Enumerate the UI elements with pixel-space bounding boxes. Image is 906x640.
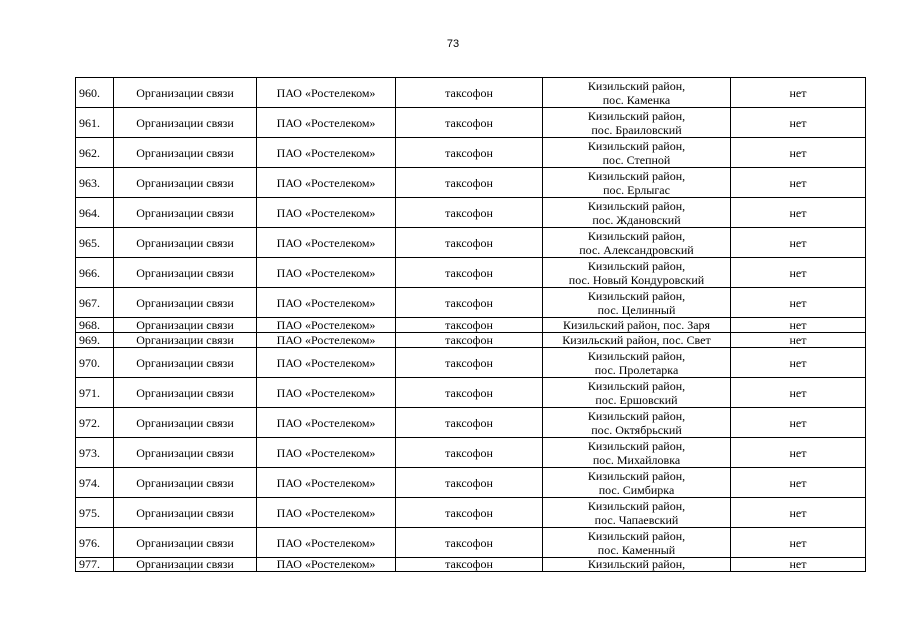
location-line: пос. Каменка — [602, 92, 671, 107]
organization-cell: ПАО «Ростелеком» — [257, 333, 396, 348]
category-cell: Организации связи — [114, 408, 257, 438]
table-row — [76, 408, 866, 438]
location-cell — [543, 168, 731, 198]
row-number-cell: 967. — [76, 288, 114, 318]
location-cell — [543, 528, 731, 558]
category-cell: Организации связи — [114, 198, 257, 228]
organization-cell: ПАО «Ростелеком» — [257, 228, 396, 258]
value-cell: нет — [731, 318, 866, 333]
location-line: Кизильский район, — [587, 78, 686, 93]
organization-cell: ПАО «Ростелеком» — [257, 318, 396, 333]
object-type-cell: таксофон — [396, 498, 543, 528]
location-cell — [543, 408, 731, 438]
category-cell: Организации связи — [114, 348, 257, 378]
organization-cell: ПАО «Ростелеком» — [257, 468, 396, 498]
location-line: пос. Степной — [602, 152, 671, 167]
location-cell — [543, 348, 731, 378]
location-cell — [543, 318, 731, 333]
row-number-cell: 960. — [76, 78, 114, 108]
location-cell — [543, 258, 731, 288]
location-line: пос. Александровский — [579, 242, 694, 257]
location-line: пос. Октябрьский — [591, 422, 682, 437]
location-line: Кизильский район, пос. Свет — [562, 332, 711, 347]
location-cell — [543, 78, 731, 108]
table-row — [76, 138, 866, 168]
category-cell: Организации связи — [114, 468, 257, 498]
location-line: пос. Симбирка — [598, 482, 675, 497]
row-number-cell: 971. — [76, 378, 114, 408]
category-cell: Организации связи — [114, 438, 257, 468]
organization-cell: ПАО «Ростелеком» — [257, 288, 396, 318]
organization-cell: ПАО «Ростелеком» — [257, 558, 396, 572]
object-type-cell: таксофон — [396, 288, 543, 318]
page-number: 73 — [446, 38, 460, 50]
value-cell: нет — [731, 438, 866, 468]
table-row — [76, 108, 866, 138]
location-line: пос. Чапаевский — [594, 512, 679, 527]
row-number-cell: 961. — [76, 108, 114, 138]
object-type-cell: таксофон — [396, 108, 543, 138]
location-line: Кизильский район, пос. Заря — [562, 317, 711, 332]
category-cell: Организации связи — [114, 228, 257, 258]
table-row — [76, 288, 866, 318]
organization-cell: ПАО «Ростелеком» — [257, 78, 396, 108]
location-line: Кизильский район, — [587, 378, 686, 393]
row-number-cell: 962. — [76, 138, 114, 168]
table-row — [76, 228, 866, 258]
value-cell: нет — [731, 333, 866, 348]
value-cell: нет — [731, 258, 866, 288]
location-cell — [543, 558, 731, 572]
table-row — [76, 438, 866, 468]
object-type-cell: таксофон — [396, 258, 543, 288]
location-cell — [543, 498, 731, 528]
value-cell: нет — [731, 558, 866, 572]
organization-cell: ПАО «Ростелеком» — [257, 138, 396, 168]
location-cell — [543, 138, 731, 168]
row-number-cell: 964. — [76, 198, 114, 228]
location-line: Кизильский район, — [587, 557, 686, 571]
value-cell: нет — [731, 138, 866, 168]
object-type-cell: таксофон — [396, 438, 543, 468]
organization-cell: ПАО «Ростелеком» — [257, 498, 396, 528]
organization-cell: ПАО «Ростелеком» — [257, 258, 396, 288]
row-number-cell: 974. — [76, 468, 114, 498]
object-type-cell: таксофон — [396, 468, 543, 498]
organization-cell: ПАО «Ростелеком» — [257, 168, 396, 198]
location-cell — [543, 288, 731, 318]
table-row — [76, 168, 866, 198]
value-cell: нет — [731, 288, 866, 318]
row-number-cell: 977. — [76, 558, 114, 572]
organization-cell: ПАО «Ростелеком» — [257, 108, 396, 138]
category-cell: Организации связи — [114, 138, 257, 168]
category-cell: Организации связи — [114, 258, 257, 288]
location-line: Кизильский район, — [587, 228, 686, 243]
location-line: Кизильский район, — [587, 288, 686, 303]
category-cell: Организации связи — [114, 78, 257, 108]
registry-table — [75, 77, 866, 572]
table-row — [76, 498, 866, 528]
location-line: Кизильский район, — [587, 168, 686, 183]
object-type-cell: таксофон — [396, 198, 543, 228]
object-type-cell: таксофон — [396, 318, 543, 333]
location-line: Кизильский район, — [587, 528, 686, 543]
table-row — [76, 468, 866, 498]
location-line: Кизильский район, — [587, 408, 686, 423]
location-line: пос. Ерлыгас — [603, 182, 670, 197]
location-line: пос. Новый Кондуровский — [568, 272, 705, 287]
table-body — [76, 78, 866, 572]
table-row — [76, 333, 866, 348]
category-cell: Организации связи — [114, 288, 257, 318]
location-cell — [543, 438, 731, 468]
category-cell: Организации связи — [114, 168, 257, 198]
organization-cell: ПАО «Ростелеком» — [257, 438, 396, 468]
value-cell: нет — [731, 78, 866, 108]
location-line: пос. Ждановский — [592, 212, 681, 227]
location-line: пос. Каменный — [597, 542, 676, 557]
table-row — [76, 198, 866, 228]
object-type-cell: таксофон — [396, 528, 543, 558]
location-cell — [543, 333, 731, 348]
location-line: Кизильский район, — [587, 108, 686, 123]
value-cell: нет — [731, 168, 866, 198]
table-row — [76, 258, 866, 288]
object-type-cell: таксофон — [396, 408, 543, 438]
location-line: Кизильский район, — [587, 198, 686, 213]
row-number-cell: 970. — [76, 348, 114, 378]
category-cell: Организации связи — [114, 528, 257, 558]
location-cell — [543, 198, 731, 228]
row-number-cell: 969. — [76, 333, 114, 348]
object-type-cell: таксофон — [396, 168, 543, 198]
location-cell — [543, 228, 731, 258]
value-cell: нет — [731, 408, 866, 438]
object-type-cell: таксофон — [396, 558, 543, 572]
category-cell: Организации связи — [114, 333, 257, 348]
category-cell: Организации связи — [114, 108, 257, 138]
location-cell — [543, 378, 731, 408]
object-type-cell: таксофон — [396, 348, 543, 378]
row-number-cell: 968. — [76, 318, 114, 333]
location-cell — [543, 108, 731, 138]
location-line: Кизильский район, — [587, 138, 686, 153]
location-line: Кизильский район, — [587, 348, 686, 363]
row-number-cell: 972. — [76, 408, 114, 438]
value-cell: нет — [731, 198, 866, 228]
value-cell: нет — [731, 348, 866, 378]
row-number-cell: 973. — [76, 438, 114, 468]
table-row — [76, 558, 866, 572]
location-line: пос. Михайловка — [592, 452, 681, 467]
table-row — [76, 318, 866, 333]
location-line: Кизильский район, — [587, 438, 686, 453]
organization-cell: ПАО «Ростелеком» — [257, 198, 396, 228]
location-line: пос. Пролетарка — [594, 362, 679, 377]
row-number-cell: 966. — [76, 258, 114, 288]
row-number-cell: 976. — [76, 528, 114, 558]
value-cell: нет — [731, 468, 866, 498]
location-line: Кизильский район, — [587, 498, 686, 513]
row-number-cell: 975. — [76, 498, 114, 528]
organization-cell: ПАО «Ростелеком» — [257, 378, 396, 408]
organization-cell: ПАО «Ростелеком» — [257, 348, 396, 378]
location-line: пос. Целинный — [597, 302, 676, 317]
location-line: пос. Ершовский — [595, 392, 678, 407]
object-type-cell: таксофон — [396, 333, 543, 348]
table-row — [76, 528, 866, 558]
object-type-cell: таксофон — [396, 228, 543, 258]
value-cell: нет — [731, 378, 866, 408]
value-cell: нет — [731, 498, 866, 528]
object-type-cell: таксофон — [396, 78, 543, 108]
row-number-cell: 963. — [76, 168, 114, 198]
table-row — [76, 348, 866, 378]
table-row — [76, 78, 866, 108]
organization-cell: ПАО «Ростелеком» — [257, 528, 396, 558]
location-line: Кизильский район, — [587, 258, 686, 273]
location-line: пос. Браиловский — [591, 122, 682, 137]
value-cell: нет — [731, 228, 866, 258]
organization-cell: ПАО «Ростелеком» — [257, 408, 396, 438]
value-cell: нет — [731, 108, 866, 138]
object-type-cell: таксофон — [396, 378, 543, 408]
category-cell: Организации связи — [114, 558, 257, 572]
value-cell: нет — [731, 528, 866, 558]
location-line: Кизильский район, — [587, 468, 686, 483]
row-number-cell: 965. — [76, 228, 114, 258]
location-cell — [543, 468, 731, 498]
category-cell: Организации связи — [114, 378, 257, 408]
category-cell: Организации связи — [114, 498, 257, 528]
table-row — [76, 378, 866, 408]
object-type-cell: таксофон — [396, 138, 543, 168]
category-cell: Организации связи — [114, 318, 257, 333]
